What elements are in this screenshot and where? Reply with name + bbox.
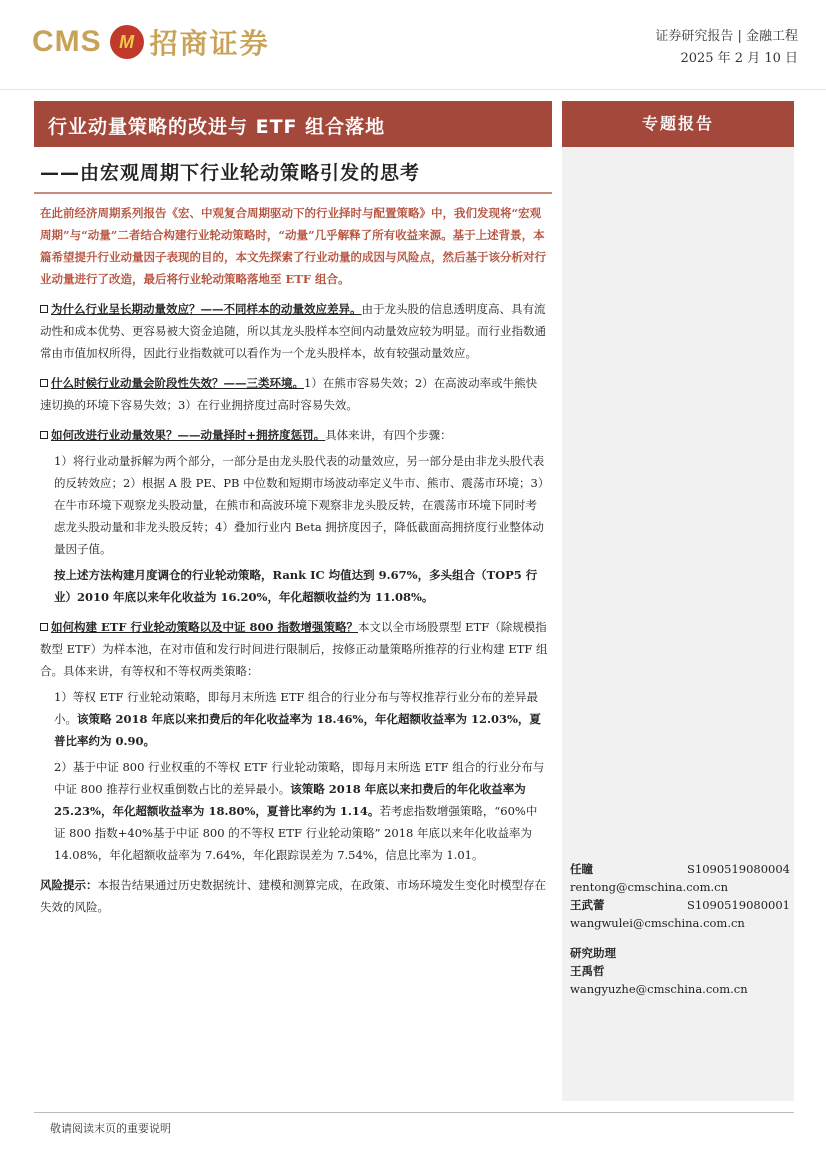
section-heading: 为什么行业呈长期动量效应？——不同样本的动量效应差异。 — [51, 302, 362, 316]
section-3 — [40, 424, 548, 446]
analyst-email[interactable]: rentong@cmschina.com.cn — [570, 880, 728, 894]
strategy-2-tail: 若考虑指数增强策略，“60%中证 800 指数+40%基于中证 800 的不等权 ETF 行业轮动策略” 2018 年底以来年化收益率为 14.08%，年化超额收益率为 7.64%，年化跟踪误差为 7.54%，信息比率为 1.01。 — [54, 804, 538, 862]
strategy-2-text: 2）基于中证 800 行业权重的不等权 ETF 行业轮动策略，即每月末所选 ETF 组合的行业分布与中证 800 推荐行业权重倒数占比的差异最小。 — [54, 760, 545, 796]
strategy-1-text: 1）等权 ETF 行业轮动策略，即每月末所选 ETF 组合的行业分布与等权推荐行业分布的差异最小。 — [54, 690, 539, 726]
analyst-row — [570, 896, 790, 914]
checkbox-bullet-icon — [40, 623, 48, 631]
section-2 — [40, 372, 548, 416]
risk-body: 本报告结果通过历史数据统计、建模和测算完成，在政策、市场环境发生变化时模型存在失效的风险。 — [40, 878, 546, 914]
analyst-name: 王武蕾 — [570, 898, 605, 912]
strategy-1-paragraph — [40, 686, 548, 752]
strategy-1-result: 该策略 2018 年底以来扣费后的年化收益率为 18.46%，年化超额收益率为 12.03%，夏普比率约为 0.90。 — [54, 712, 541, 748]
analyst-id: S1090519080001 — [687, 898, 790, 912]
analyst-id: S1090519080004 — [687, 862, 790, 876]
report-tag: 专题报告 — [562, 101, 794, 147]
section-body: 1）在熊市容易失效；2）在高波动率或牛熊快速切换的环境下容易失效；3）在行业拥挤度过高时容易失效。 — [40, 376, 538, 412]
page-header — [0, 0, 826, 90]
main-content — [40, 202, 548, 918]
assistant-label: 研究助理 — [570, 946, 616, 960]
logo-mark-icon: M — [110, 25, 144, 59]
assistant-email[interactable]: wangyuzhe@cmschina.com.cn — [570, 982, 748, 996]
section-heading: 如何改进行业动量效果？——动量择时+拥挤度惩罚。 — [51, 428, 326, 442]
logo-text: CMS — [32, 25, 102, 58]
header-meta — [655, 26, 798, 70]
section-1 — [40, 298, 548, 364]
report-date: 2025 年 2 月 10 日 — [680, 51, 798, 66]
result-paragraph: 按上述方法构建月度调仓的行业轮动策略，Rank IC 均值达到 9.67%，多头组合（TOP5 行业）2010 年底以来年化收益为 16.20%，年化超额收益约为 11.08%。 — [54, 568, 538, 604]
section-heading: 什么时候行业动量会阶段性失效？——三类环境。 — [51, 376, 304, 390]
section-body: 具体来讲，有四个步骤： — [325, 428, 452, 442]
title-divider — [34, 192, 552, 194]
footer-note: 敬请阅读末页的重要说明 — [50, 1122, 171, 1135]
analyst-name: 任瞳 — [570, 862, 593, 876]
section-body: 由于龙头股的信息透明度高、具有流动性和成本优势、更容易被大资金追随，所以其龙头股样本空间内动量效应较为明显。而行业指数通常由市值加权所得，因此行业指数就可以看作为一个龙头股样本，故有较强动量效应。 — [40, 302, 546, 360]
section-4 — [40, 616, 548, 682]
strategy-2-paragraph — [40, 756, 548, 866]
checkbox-bullet-icon — [40, 431, 48, 439]
title-banner — [34, 101, 552, 147]
section-body: 本文以全市场股票型 ETF（除规模指数型 ETF）为样本池，在对市值和发行时间进行限制后，按修正动量策略所推荐的行业构建 ETF 组合。具体来讲，有等权和不等权两类策略： — [40, 620, 548, 678]
page-title: 行业动量策略的改进与 ETF 组合落地 — [48, 116, 386, 138]
strategy-2-result: 该策略 2018 年底以来扣费后的年化收益率为 25.23%，年化超额收益率为 18.80%，夏普比率约为 1.14。 — [54, 782, 526, 818]
section-heading: 如何构建 ETF 行业轮动策略以及中证 800 指数增强策略？ — [51, 620, 359, 634]
footer-divider — [34, 1112, 794, 1113]
cms-logo — [32, 22, 270, 62]
analyst-panel — [570, 860, 790, 998]
risk-label: 风险提示： — [40, 878, 98, 892]
assistant-name: 王禹哲 — [570, 964, 605, 978]
abstract: 在此前经济周期系列报告《宏、中观复合周期驱动下的行业择时与配置策略》中，我们发现将“宏观周期”与“动量”二者结合构建行业轮动策略时，“动量”几乎解释了所有收益来源。基于上述背景，本篇希望提升行业动量因子表现的目的，本文先探索了行业动量的成因与风险点，然后基于该分析对行业动量进行了改造，最后将行业轮动策略落地至 ETF 组合。 — [40, 206, 546, 286]
steps-paragraph: 1）将行业动量拆解为两个部分，一部分是由龙头股代表的动量效应，另一部分是由非龙头股代表的反转效应；2）根据 A 股 PE、PB 中位数和短期市场波动率定义牛市、熊市、震荡市环境；3）在牛市环境下观察龙头股动量，在熊市和高波环境下观察非龙头股反转，在震荡市环境下同时考虑龙头股动量和非龙头股反转；4）叠加行业内 Beta 拥挤度因子，降低截面高拥挤度行业整体动量因子值。 — [54, 454, 545, 556]
analyst-email[interactable]: wangwulei@cmschina.com.cn — [570, 916, 745, 930]
checkbox-bullet-icon — [40, 379, 48, 387]
analyst-row — [570, 860, 790, 878]
logo-cn-text: 招商证券 — [149, 27, 270, 60]
report-type: 证券研究报告 | 金融工程 — [655, 29, 798, 44]
risk-section — [40, 874, 548, 918]
checkbox-bullet-icon — [40, 305, 48, 313]
page-subtitle: ——由宏观周期下行业轮动策略引发的思考 — [40, 162, 421, 184]
